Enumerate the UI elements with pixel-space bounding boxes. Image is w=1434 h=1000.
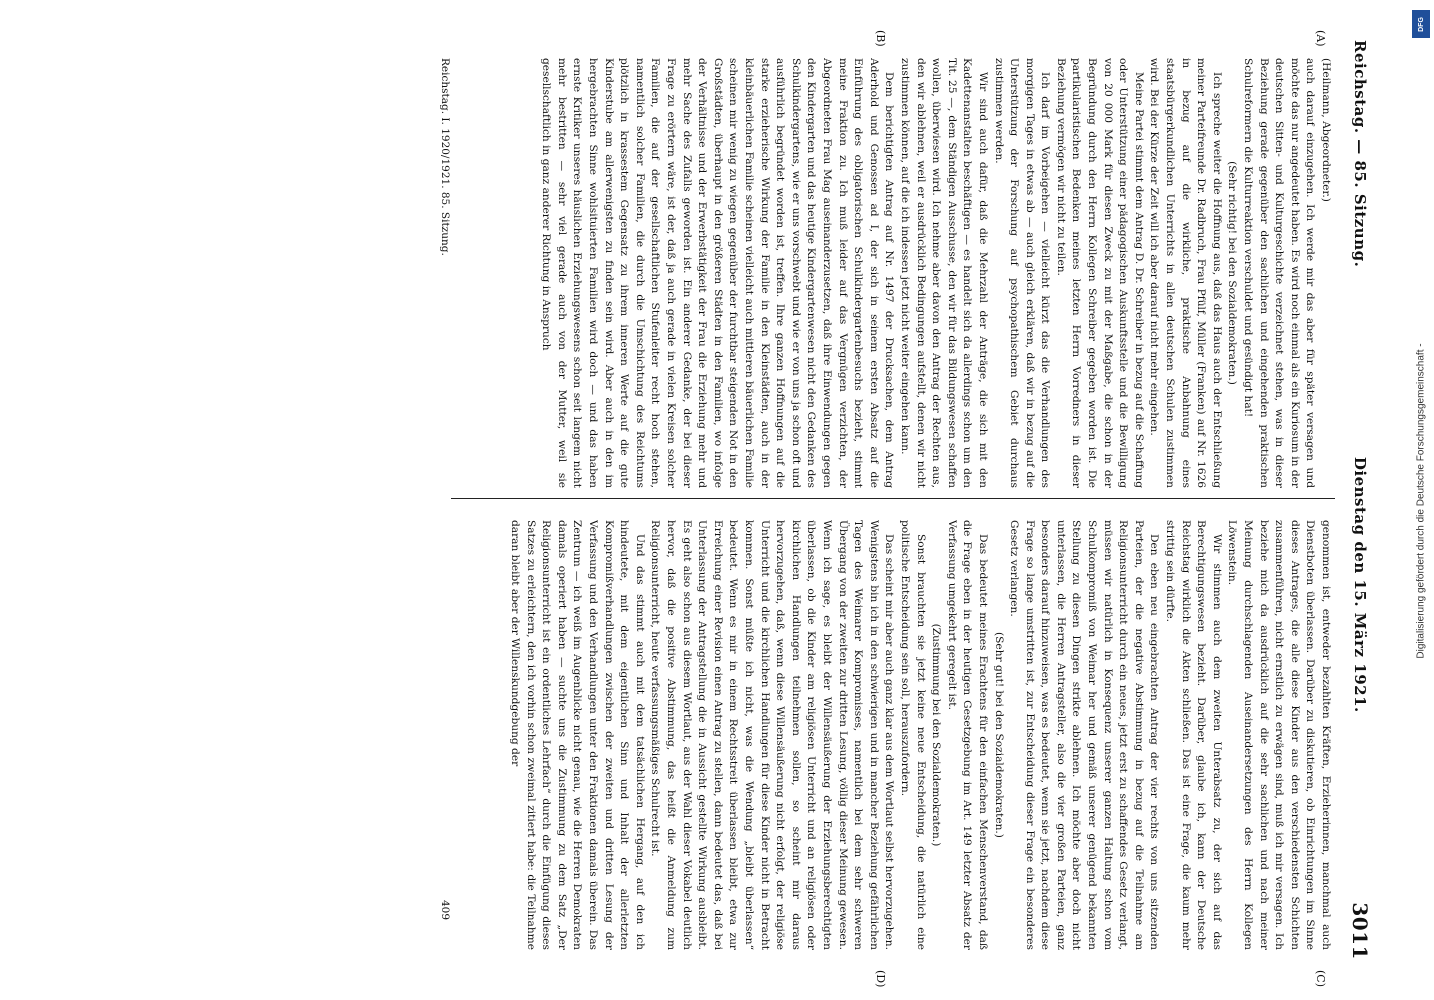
paragraph: Das scheint mir aber auch ganz klar aus dem Wortlaut selbst hervorzugehen. Wenigstens bin ich in den schwierigen und in mancher Beziehung gefährlichen Tagen des Weimarer Kompromisses, namentlich bei dem sehr schweren Übergang von der zweiten zur dritten Lesung, völlig dieser Meinung gewesen. Wenn ich sage, es bleibt der Willensäußerung der Erziehungsberechtigten überlassen, ob die Kinder am religiösen Unterricht und an religiösen oder kirchlichen Handlungen teilnehmen sollen, so scheint mir daraus hervorzugehen, daß, wenn diese Willensäußerung nicht erfolgt, der religiöse Unterricht und die kirchlichen Handlungen für diese Kinder nicht in Betracht kommen. Sonst müßte ich nicht, was die Wendung „bleibt überlassen“ bedeutet. Wenn es mir in einem Rechtsstreit überlassen bleibt, etwa zur Erreichung einer Revision einen Antrag zu stellen, dann bedeutet das, daß bei Unterlassung der Antragstellung die in Aussicht gestellte Wirkung ausbleibt. Es geht also schon aus diesem Wortlaut, aus der Wahl dieser Vokabel deutlich hervor, daß die positive Abstimmung, das heißt die Anmeldung zum Religionsunterricht, heute verfassungsmäßiges Schulrecht ist. xyxy=(649,520,896,950)
margin-marker-c: (C) xyxy=(1314,970,1327,987)
right-column xyxy=(453,520,1333,950)
interjection: (Zustimmung bei den Sozialdemokraten.) xyxy=(930,623,943,847)
dfg-credit-strip xyxy=(1410,6,1432,996)
margin-marker-d: (D) xyxy=(874,970,887,988)
paragraph: Und das stimmt auch mit dem tatsächlichen Hergang, auf den ich hindeutete, mit dem eigentlichen Sinn und Inhalt der allerletzten Kompromißverhandlungen zwischen der zweiten und dritten Lesung der Verfassung und den Verhandlungen unter den Fraktionen damals überein. Das Zentrum — ich weiß im Augenblicke nicht genau, wie die Herren Demokraten damals operiert haben — suchte uns die Zustimmung zu dem Satz „Der Religionsunterricht ist ein ordentliches Lehrfach“ durch die Einfügung dieses Satzes zu erleichtern, den ich vorhin schon zweimal zitiert habe: die Teilnahme daran bleibt aber der Willenskundgebung der xyxy=(509,520,646,950)
footer-sheet-number: 409 xyxy=(439,900,451,921)
paragraph: Ich spreche weiter die Hoffnung aus, daß das Haus auch der Entschließung meiner Parteifreunde Dr. Radbruch, Frau Pfülf, Müller (Franken) auf Nr. 1626 in bezug auf die wirkliche, praktische Anbahnung eines staatsbürgerkundlichen Unterrichts in allen deutschen Schulen zustimmen wird. Bei der Kürze der Zeit will ich aber darauf nicht mehr eingehen. xyxy=(1148,58,1223,488)
rotated-page-content xyxy=(47,20,1387,988)
margin-marker-b: (B) xyxy=(874,30,887,47)
footer-signature: Reichstag. I. 1920/1921. 85. Sitzung. xyxy=(439,58,451,256)
dfg-credit-text: Digitalisierung gefördert durch die Deutsche Forschungsgemeinschaft - xyxy=(1415,343,1427,659)
dfg-logo: DFG xyxy=(1412,10,1430,38)
paragraph: auch darauf einzugehen. Ich werde mir das aber für später versagen und möchte das nur angedeutet haben. Es wird noch einmal als ein Kuriosum in der deutschen Sitten- und Kulturgeschichte verzeichnet stehen, was in dieser Beziehung gerade gegenüber den sachlichen und eingehenden praktischen Schulreformern die Kulturreaktion verschuldet und gesündigt hat! xyxy=(1242,58,1317,488)
interjection: (Sehr gut! bei den Sozialdemokraten.) xyxy=(992,632,1005,838)
paragraph: Den eben neu eingebrachten Antrag der vier rechts von uns sitzenden Parteien, der die negative Abstimmung in bezug auf die Teilnahme am Religionsunterricht durch ein neues, jetzt erst zu schaffendes Gesetz verlangt, müssen wir natürlich in Konsequenz unserer ganzen Haltung schon vom Schulkompromiß von Weimar her und gemäß unserer genügend bekannten Stellung zu diesen Dingen strikte ablehnen. Ich möchte aber doch nicht unterlassen, die Herren Antragsteller, also die vier großen Parteien, ganz besonders darauf hinzuweisen, was es bedeutet, wenn sie jetzt, nachdem diese Frage so lange umstritten ist, zur Entscheidung dieser Frage ein besonderes Gesetz verlangen. xyxy=(1008,520,1161,950)
paragraph: Dem berichtigten Antrag auf Nr. 1497 der Drucksachen, dem Antrag Aderhold und Genossen ad I, der sich in seinem ersten Absatz auf die Einführung des obligatorischen Schulkindergartenbesuchs bezieht, stimmt meine Fraktion zu. Ich muß leider auf das Vergnügen verzichten, der Abgeordneten Frau Mag auseinanderzusetzen, daß ihre Einwendungen gegen den Kindergarten und das heutige Kindergartenwesen nicht den Gedanken des Schulkindergartens, wie er uns vorschwebt und wie er von uns ja schon oft und ausführlich begründet worden ist, treffen. Ihre ganzen Hoffnungen auf die starke erzieherische Wirkung der Familie in den Kleinstädten, auch in der kleinbäuerlichen Familie scheinen vielleicht auch mittleren bäuerlichen Familie scheinen mir wenig zu wiegen gegenüber der furchtbar steigenden Not in den Großstädten, überhaupt in den größeren Städten in den Familien, wo infolge der Verhältnisse und der Erwerbstätigkeit der Frau die Erziehung mehr und mehr Sache des Zufalls geworden ist. Ein anderer Gedanke, der bei dieser Frage zu erörtern wäre, ist der, daß ja auch gerade in vielen Kreisen solcher Familien, die auf der gesellschaftlichen Stufenleiter recht hoch stehen, namentlich solcher Familien, die durch die Umschichtung des Reichtums plötzlich in krassestem Gegensatz zu ihrem inneren Werte auf die gute Kinderstube am allerwenigsten zu finden sein wird. Aber auch in den im hergebrachten Sinne wohlsituierten Familien wird doch — und das haben ernste Kritiker unseres häuslichen Erziehungswesens schon seit langem nicht mehr bestritten — sehr viel gerade auch von der Mutter, weil sie gesellschaftlich in ganz anderer Richtung in Anspruch xyxy=(540,58,896,488)
header-left: Reichstag. — 85. Sitzung. xyxy=(1351,40,1369,268)
paragraph: Wir sind auch dafür, daß die Mehrzahl der Anträge, die sich mit den Kadettenanstalten beschäftigen — es handelt sich da allerdings schon um den Tit. 25 —, dem Ständigen Ausschusse, den wir für das Bildungswesen schaffen wollen, überwiesen wird. Ich nehme aber davon den Antrag der Rechten aus, den wir ablehnen, weil er ausdrücklich Bedingungen aufstellt, denen wir nicht zustimmen können, auf die ich indessen jetzt nicht weiter eingehen kann. xyxy=(898,58,989,488)
page-header xyxy=(1345,40,1375,960)
paragraph: Sonst brauchten sie jetzt keine neue Entscheidung, die natürlich eine politische Entscheidung sein soll, herauszufordern. xyxy=(898,520,927,950)
speaker-note: (Heilmann, Abgeordneter.) xyxy=(1320,58,1332,202)
interjection: (Sehr richtig! bei den Sozialdemokraten.) xyxy=(1226,161,1239,385)
paragraph: Das bedeutet meines Erachtens für den einfachen Menschenverstand, daß die Frage eben in der heutigen Gesetzgebung im Art. 149 letzter Absatz der Verfassung umgekehrt geregelt ist. xyxy=(945,520,989,950)
paragraph: genommen ist, entweder bezahlten Kräften, Erzieherinnen, manchmal auch Dienstboten überlassen. Darüber zu diskutieren, ob Einrichtungen im Sinne dieses Antrages, die alle diese Kinder aus den verschiedensten Schichten zusammenführen, nicht ernstlich zu erwägen sind, muß ich mir versagen. Ich beziehe mich da ausdrücklich auf die sehr sachlichen und nach meiner Meinung durchschlagenden Auseinandersetzungen des Herrn Kollegen Löwenstein. xyxy=(1226,520,1332,950)
paragraph: Wir stimmen auch dem zweiten Unterabsatz zu, der sich auf das Berechtigungswesen bezieht. Darüber, glaube ich, kann der Deutsche Reichstag wirklich die Akten schließen. Das ist eine Frage, die kaum mehr strittig sein dürfte. xyxy=(1164,520,1223,950)
header-date: Dienstag den 15. März 1921. xyxy=(1351,456,1369,713)
paragraph: Meine Partei stimmt dem Antrag D. Dr. Schreiber in bezug auf die Schaffung oder Unterstützung einer pädagogischen Auskunftsstelle und die Bewilligung von 20 000 Mark für diesen Zweck zu mit der Maßgabe, die schon in der Begründung durch den Herrn Kollegen Schreiber gegeben worden ist. Die partikularistischen Bedenken meines letzten Herrn Vorredners in dieser Beziehung vermögen wir nicht zu teilen. xyxy=(1054,58,1145,488)
left-column xyxy=(453,58,1333,488)
column-separator xyxy=(451,498,1335,499)
paragraph: Ich darf im Vorbeigehen — vielleicht kürzt das die Verhandlungen des morgigen Tages in etwas ab — auch gleich erklären, daß wir in bezug auf die Unterstützung der Forschung auf psychopathischem Gebiet durchaus zustimmen werden. xyxy=(992,58,1052,488)
margin-marker-a: (A) xyxy=(1314,30,1327,47)
page-number: 3011 xyxy=(1348,902,1372,960)
